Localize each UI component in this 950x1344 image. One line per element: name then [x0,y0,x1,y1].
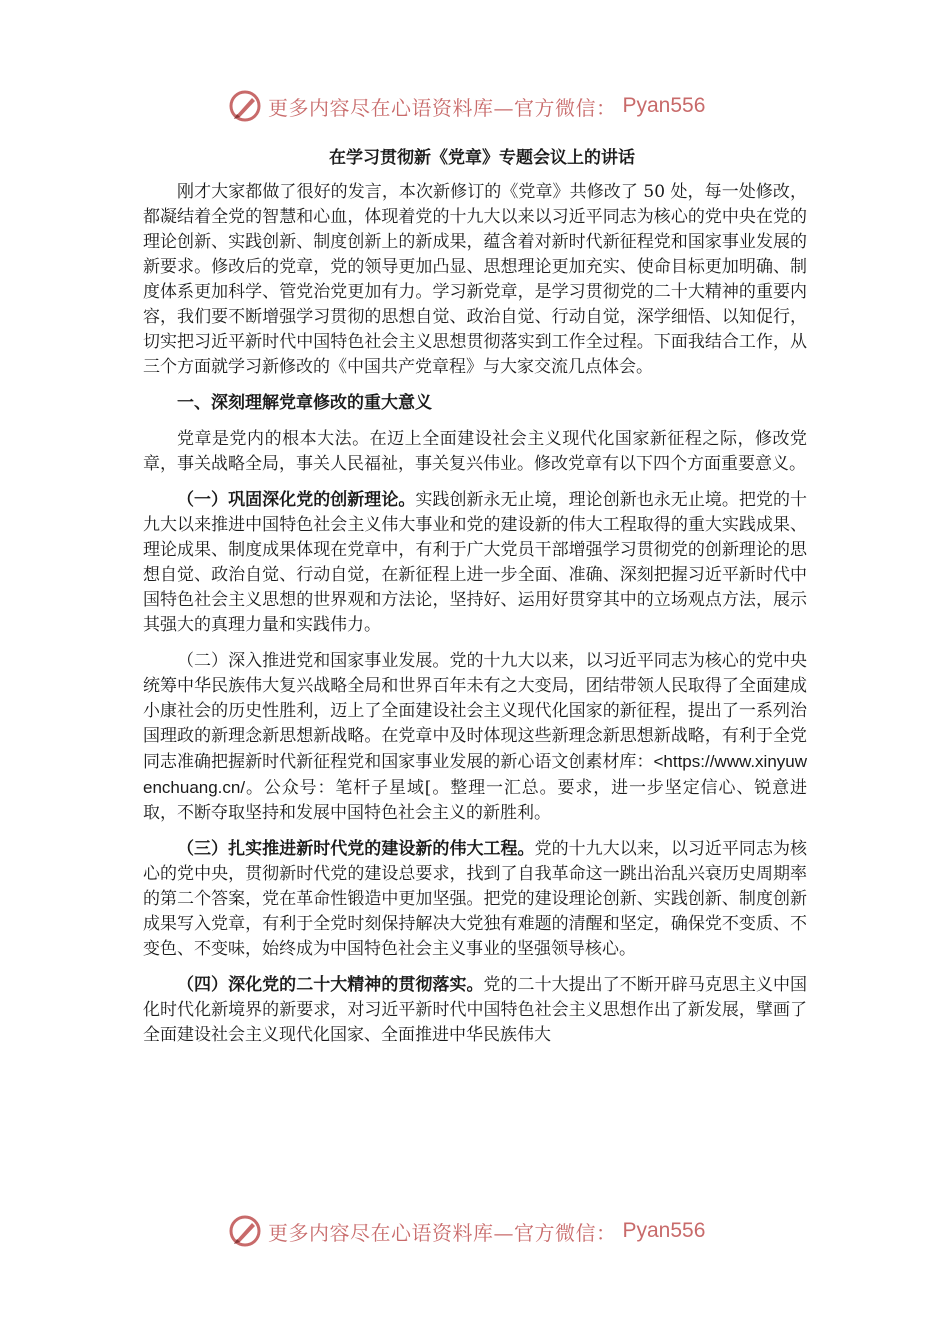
section1-intro-paragraph: 党章是党内的根本大法。在迈上全面建设社会主义现代化国家新征程之际，修改党章，事关战略全局，事关人民福祉，事关复兴伟业。修改党章有以下四个方面重要意义。 [143,429,807,474]
point-3-body: 党的十九大以来，以习近平同志为核心的党中央，贯彻新时代党的建设总要求，找到了自我革命这一跳出治乱兴衰历史周期率的第二个答案，党在革命性锻造中更加坚强。把党的建设理论创新、实践创新、制度创新成果写入党章，有利于全党时刻保持解决大党独有难题的清醒和坚定，确保党不变质、不变色、不变味，始终成为中国特色社会主义事业的坚强领导核心。 [143,839,808,959]
point-1-paragraph [143,488,807,638]
watermark-wechat-id: Pyan556 [622,1219,706,1242]
watermark-banner-top [228,86,705,126]
point-1-body: 实践创新永无止境，理论创新也永无止境。把党的十九大以来推进中国特色社会主义伟大事业和党的建设新的伟大工程取得的重大实践成果、理论成果、制度成果体现在党章中，有利于广大党员干部增强学习贯彻党的创新理论的思想自觉、政治自觉、行动自觉，在新征程上进一步全面、准确、深刻把握习近平新时代中国特色社会主义思想的世界观和方法论，坚持好、运用好贯穿其中的立场观点方法，展示其强大的真理力量和实践伟力。 [143,490,808,635]
point-1-lead: （一）巩固深化党的创新理论。 [177,490,416,510]
point-2-url: <https://www.xinyuwenchuang.cn/ [143,752,807,797]
watermark-wechat-id: Pyan556 [622,94,706,117]
point-2-body-after: 。公众号：笔杆子星域[。整理一汇总。要求，进一步坚定信心、锐意进取，不断夺取坚持和发展中国特色社会主义的新胜利。 [143,778,807,823]
pen-logo-icon [228,89,262,123]
point-2-lead: （二）深入推进党和国家事业发展。 [177,651,450,671]
point-2-paragraph [143,649,807,826]
point-4-lead: （四）深化党的二十大精神的贯彻落实。 [177,975,484,995]
point-2-body-before: 党的十九大以来，以习近平同志为核心的党中央统筹中华民族伟大复兴战略全局和世界百年未有之大变局，团结带领人民取得了全面建成小康社会的历史性胜利，迈上了全面建设社会主义现代化国家的新征程，提出了一系列治国理政的新理念新思想新战略。在党章中及时体现这些新理念新思想新战略，有利于全党同志准确把握新时代新征程党和国家事业发展的新心语文创素材库： [143,651,808,772]
document-title: 在学习贯彻新《党章》专题会议上的讲话 [329,148,635,168]
watermark-slogan: 更多内容尽在心语资料库—官方微信： [268,1220,617,1245]
document-body [143,146,807,1059]
point-3-lead: （三）扎实推进新时代党的建设新的伟大工程。 [177,839,535,859]
point-3-paragraph [143,837,807,962]
point-4-paragraph [143,973,807,1048]
pen-logo-icon [228,1214,262,1248]
section-heading-1: 一、深刻理解党章修改的重大意义 [177,393,432,413]
watermark-banner-bottom [228,1211,705,1251]
point-4-body: 党的二十大提出了不断开辟马克思主义中国化时代化新境界的新要求，对习近平新时代中国特色社会主义思想作出了新发展，擘画了全面建设社会主义现代化国家、全面推进中华民族伟大 [143,975,807,1045]
watermark-slogan: 更多内容尽在心语资料库—官方微信： [268,95,617,120]
intro-paragraph: 刚才大家都做了很好的发言，本次新修订的《党章》共修改了 50 处，每一处修改，都凝结着全党的智慧和心血，体现着党的十九大以来以习近平同志为核心的党中央在党的理论创新、实践创新、制度创新上的新成果，蕴含着对新时代新征程党和国家事业发展的新要求。修改后的党章，党的领导更加凸显、思想理论更加充实、使命目标更加明确、制度体系更加科学、管党治党更加有力。学习新党章，是学习贯彻党的二十大精神的重要内容，我们要不断增强学习贯彻的思想自觉、政治自觉、行动自觉，深学细悟、以知促行，切实把习近平新时代中国特色社会主义思想贯彻落实到工作全过程。下面我结合工作，从三个方面就学习新修改的《中国共产党章程》与大家交流几点体会。 [143,182,807,377]
